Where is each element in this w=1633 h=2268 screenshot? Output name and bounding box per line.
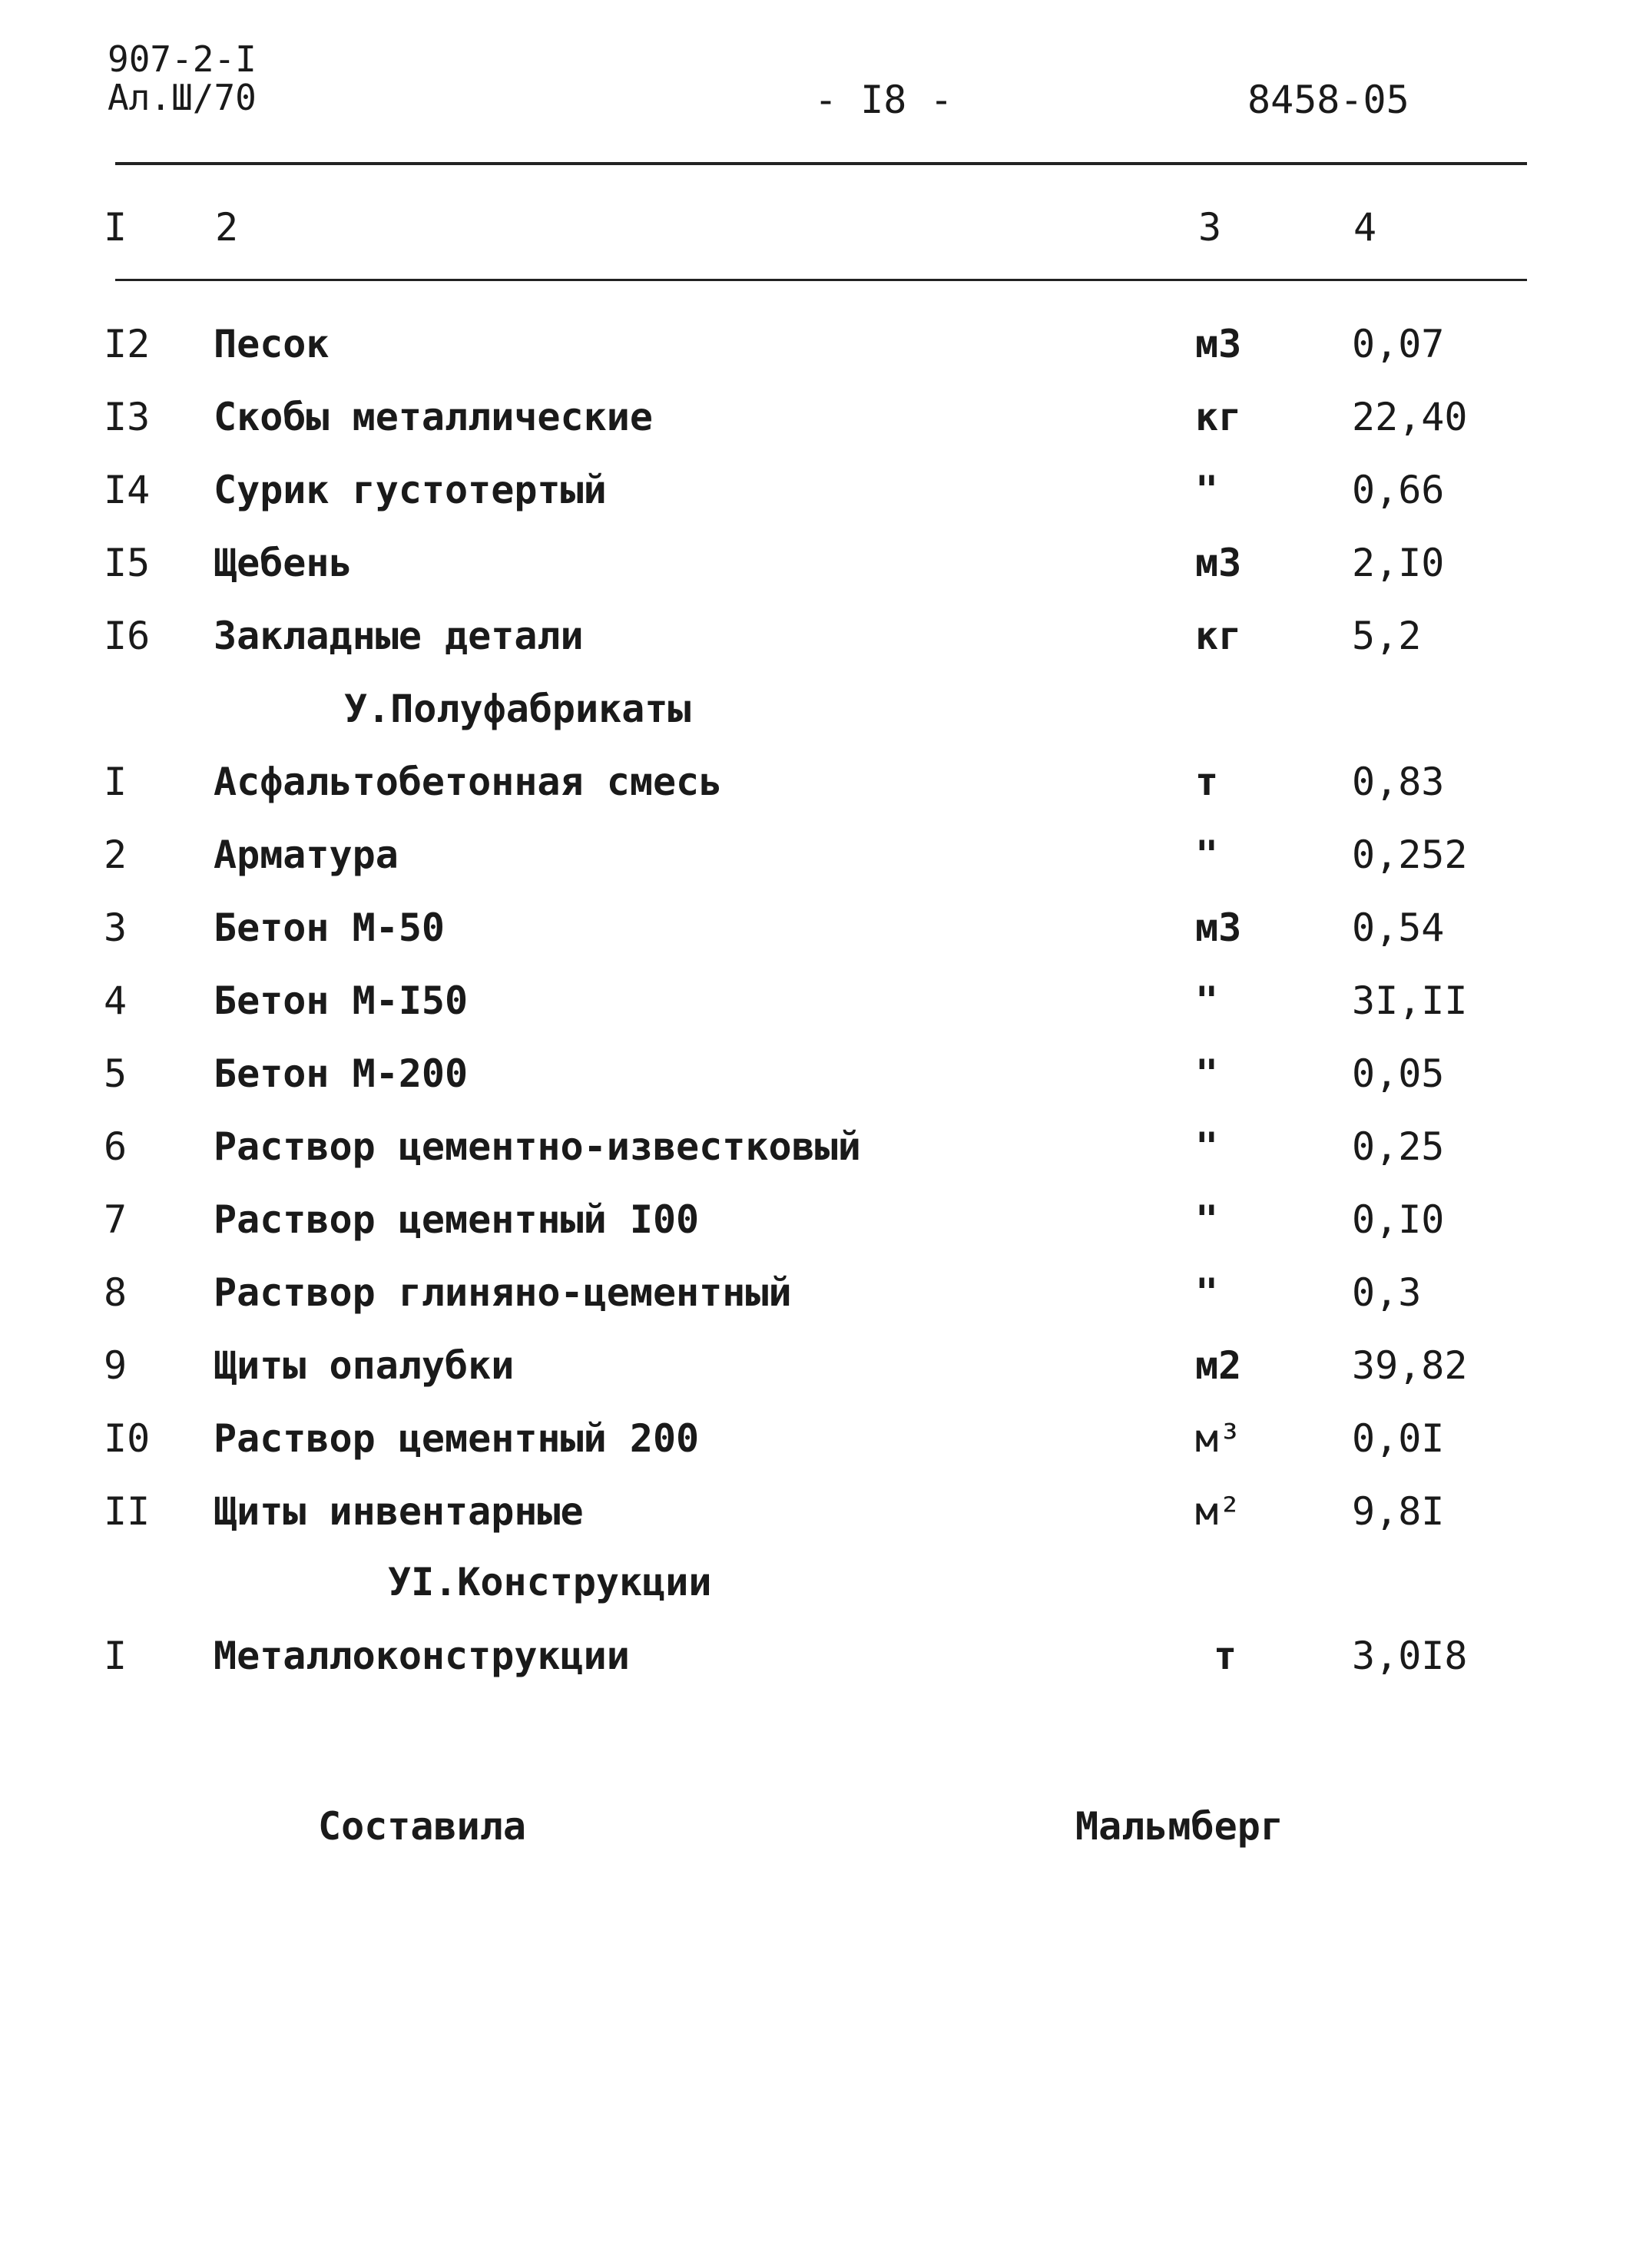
table-row [0,1475,1633,1548]
row-number: 2 [104,833,128,877]
table-row [0,891,1633,964]
table-row [0,745,1633,818]
album-code: Ал.Ш/70 [108,77,257,118]
row-name: Металлоконструкции [214,1634,630,1678]
row-number: 4 [104,978,128,1023]
row-unit: " [1195,1051,1219,1096]
drawing-code: 907-2-I [108,38,257,80]
signature-name: Мальмберг [1075,1804,1284,1849]
table-row [0,1256,1633,1329]
row-unit: кг [1195,395,1242,439]
table-row [0,1402,1633,1475]
row-value: 0,66 [1352,468,1445,512]
document-number: 8458-05 [1247,78,1409,122]
table-row [0,818,1633,891]
section-heading-semifinished: У.Полуфабрикаты [344,687,691,731]
column-header-2: 2 [215,205,239,250]
row-number: I [104,760,128,804]
row-unit: т [1214,1634,1237,1678]
column-header-1: I [104,205,128,250]
table-row [0,307,1633,380]
row-number: I4 [104,468,151,512]
table-row [0,380,1633,453]
row-value: 0,07 [1352,322,1445,366]
row-unit: " [1195,978,1219,1023]
row-unit: м2 [1195,1343,1242,1388]
row-value: 0,252 [1352,833,1468,877]
column-header-rule [115,279,1527,281]
table-row [0,599,1633,672]
row-name: Арматура [214,833,399,877]
table-row [0,526,1633,599]
row-value: 0,0I [1352,1416,1445,1461]
row-unit: м² [1195,1489,1242,1534]
row-unit: кг [1195,614,1242,658]
row-unit: м³ [1195,1416,1242,1461]
row-unit: " [1195,833,1219,877]
row-number: 6 [104,1124,128,1169]
signature-label: Составила [318,1804,526,1849]
column-header-3: 3 [1198,205,1222,250]
table-row [0,1329,1633,1402]
row-name: Песок [214,322,330,366]
row-value: 3I,II [1352,978,1468,1023]
row-name: Раствор цементно-известковый [214,1124,861,1169]
row-name: Бетон М-I50 [214,978,469,1023]
page-number: - I8 - [814,78,953,122]
row-value: 0,83 [1352,760,1445,804]
row-number: 3 [104,906,128,950]
row-number: I2 [104,322,151,366]
row-value: 0,05 [1352,1051,1445,1096]
row-number: 9 [104,1343,128,1388]
table-row [0,1110,1633,1183]
row-number: I0 [104,1416,151,1461]
row-value: 0,25 [1352,1124,1445,1169]
row-name: Бетон М-200 [214,1051,469,1096]
row-number: 8 [104,1270,128,1315]
row-number: I3 [104,395,151,439]
row-value: 5,2 [1352,614,1422,658]
row-name: Раствор цементный 200 [214,1416,700,1461]
row-value: 0,I0 [1352,1197,1445,1242]
row-unit: " [1195,1270,1219,1315]
row-name: Сурик густотертый [214,468,607,512]
row-number: I6 [104,614,151,658]
row-value: 2,I0 [1352,541,1445,585]
row-value: 22,40 [1352,395,1468,439]
row-value: 39,82 [1352,1343,1468,1388]
row-name: Щиты опалубки [214,1343,515,1388]
column-header-4: 4 [1353,205,1377,250]
header-rule [115,162,1527,165]
section-heading-structures: УI.Конструкции [388,1560,712,1604]
row-unit: " [1195,468,1219,512]
table-row [0,1619,1633,1692]
row-unit: м3 [1195,322,1242,366]
row-value: 9,8I [1352,1489,1445,1534]
table-row [0,1183,1633,1256]
row-unit: " [1195,1124,1219,1169]
table-row [0,964,1633,1037]
row-name: Закладные детали [214,614,584,658]
row-value: 3,0I8 [1352,1634,1468,1678]
row-unit: м3 [1195,906,1242,950]
row-name: Раствор цементный I00 [214,1197,700,1242]
row-number: I [104,1634,128,1678]
row-number: I5 [104,541,151,585]
table-row [0,453,1633,526]
table-row [0,1037,1633,1110]
row-number: 5 [104,1051,128,1096]
row-name: Щиты инвентарные [214,1489,584,1534]
row-name: Щебень [214,541,353,585]
row-number: 7 [104,1197,128,1242]
row-name: Асфальтобетонная смесь [214,760,723,804]
row-name: Бетон М-50 [214,906,446,950]
row-name: Раствор глиняно-цементный [214,1270,792,1315]
row-name: Скобы металлические [214,395,653,439]
row-value: 0,54 [1352,906,1445,950]
row-unit: т [1195,760,1219,804]
row-unit: м3 [1195,541,1242,585]
row-unit: " [1195,1197,1219,1242]
row-value: 0,3 [1352,1270,1422,1315]
row-number: II [104,1489,151,1534]
